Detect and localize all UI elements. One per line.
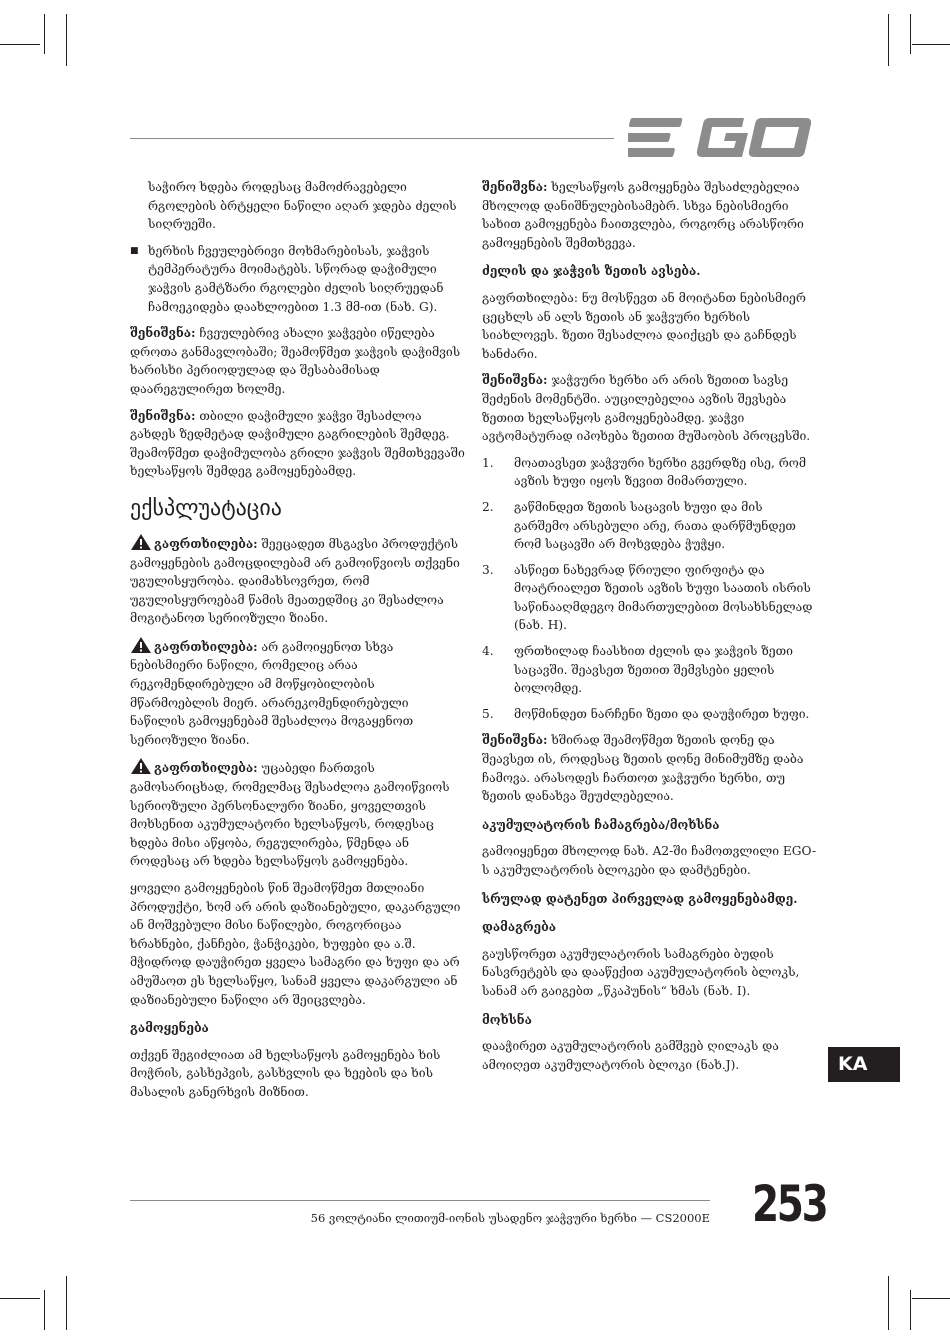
note-label: შენიშვნა: <box>482 373 548 388</box>
warning-triangle-icon <box>130 533 152 551</box>
crop-mark <box>0 44 40 45</box>
crop-mark <box>44 1290 45 1330</box>
step-number: 2. <box>482 499 494 514</box>
usage-heading: გამოყენება <box>130 1021 209 1036</box>
note-paragraph <box>482 731 818 805</box>
oil-warning-paragraph: გაფრთხილება: ნუ მოსწევთ ან მოიტანთ ნებისმიერ ცეცხლს ან ალს ზეთის ან ჯაჭვური ხერხის სიახლოვეს. ზეთი შესაძლოა დაიქცეს და გაჩნდეს ხანძარი. <box>482 290 806 361</box>
step-text: გაწმინდეთ ზეთის საცავის ხუფი და მის გარშემო არსებული არე, რათა დარწმუნდეთ რომ საცავში არ მოხვდება ჭუჭყი. <box>514 499 796 552</box>
crop-mark <box>66 1276 67 1330</box>
warning-paragraph <box>130 533 466 628</box>
note-text: ჩვეულებრივ ახალი ჯაჭვები იწელება დროთა განმავლობაში; შეამოწმეთ ჯაჭვის დაჭიმვის ხარისხი პერიოდულად და შესაბამისად დაარეგულირეთ ხოლმე. <box>130 326 461 396</box>
note-label: შენიშვნა: <box>130 326 196 341</box>
footer-rule <box>130 1200 710 1201</box>
warning-paragraph <box>130 636 466 750</box>
crop-mark <box>912 1298 950 1299</box>
bullet-list <box>130 242 466 316</box>
battery-heading: აკუმულატორის ჩამაგრება/მოხსნა <box>482 817 720 832</box>
warning-label: გაფრთხილება: <box>154 639 258 654</box>
header-rule <box>130 138 614 139</box>
attach-paragraph: გაუსწორეთ აკუმულატორის სამაგრები ბუდის ნასვრეტებს და დააწექით აკუმულატორის ბლოკს, სანამ არ გაიგებთ „წკაპუნის“ ხმას (ნახ. I). <box>482 946 800 998</box>
crop-mark <box>0 1298 40 1299</box>
remove-heading: მოხსნა <box>482 1012 532 1027</box>
list-item <box>482 454 818 491</box>
crop-mark <box>888 14 889 66</box>
warning-text: შეეცადეთ მსგავსი პროდუქტის გამოყენების გამოცდილებამ არ გამოიწვიოს თქვენი უგულისყურობა. დაიმახსოვრეთ, რომ უგულისყუროებამ წამის მეათედშიც კი შესაძლოა მოგიტანოთ სერიოზული ზიანი. <box>130 536 460 626</box>
step-text: მოათავსეთ ჯაჭვური ხერხი გვერდზე ისე, რომ ავზის ხუფი იყოს ზევით მიმართული. <box>514 455 806 489</box>
note-text: ხელსაწყოს გამოყენება შესაძლებელია მხოლოდ დანიშნულებისამებრ. სხვა ნებისმიერი სახით გამოყენება ჩაითვლება, როგორც არასწორი გამოყენების შემთხვევა. <box>482 180 804 250</box>
warning-label: გაფრთხილება: <box>154 536 258 551</box>
note-label: შენიშვნა: <box>130 408 196 423</box>
inspection-paragraph: ყოველი გამოყენების წინ შეამოწმეთ მთლიანი პროდუქტი, ხომ არ არის დაზიანებული, დაკარგული ან მოშვებული მისი ნაწილები, როგორიცაა ხრახნები, ქანჩები, ჭანჭიკები, ხუფები და ა.შ. მჭიდროდ დაუჭირეთ ყველა სამაგრი და ხუფი და არ ამუშაოთ ეს ხელსაწყო, სანამ ყველა დაკარგული ან დაზიანებული ნაწილი არ შეიცვლება. <box>130 881 461 1007</box>
list-item: ■ ხერხის ჩვეულებრივი მოხმარებისას, ჯაჭვის ტემპერატურა მოიმატებს. სწორად დაჭიმული ჯაჭვის გამტზარი რგოლები ძელის სიღრუედან ჩამოეკიდება დაახლოებით 1.3 მმ-ით (ნახ. G). <box>130 242 466 316</box>
note-label: შენიშვნა: <box>482 733 548 748</box>
note-text: თბილი დაჭიმული ჯაჭვი შესაძლოა გახდეს ზედმეტად დაჭიმული გაგრილების შემდეგ. შეამოწმეთ დაჭიმულობა გრილი ჯაჭვის შემთხვევაში ხელსაწყოს შემდეგ გამოყენებამდე. <box>130 408 465 479</box>
warning-paragraph <box>130 757 466 871</box>
crop-mark <box>66 14 67 66</box>
crop-mark <box>912 44 950 45</box>
note-paragraph <box>482 371 818 445</box>
intro-paragraph: საჭირო ხდება როდესაც მამოძრავებელი რგოლების ბრტყელი ნაწილი აღარ ჯდება ძელის სიღრუეში. <box>148 180 457 232</box>
step-number: 1. <box>482 455 494 470</box>
warning-triangle-icon <box>130 757 152 775</box>
language-tab: KA <box>828 1047 900 1082</box>
step-text: მოწმინდეთ ნარჩენი ზეთი და დაუჭირეთ ხუფი. <box>514 706 810 721</box>
warning-text: უცაბედი ჩართვის გამოსარიცხად, რომელმაც შესაძლოა გამოიწვიოს სერიოზული პერსონალური ზიანი, ყოველთვის მოხსენით აკუმულატორი ხელსაწყოს, როდესაც ხდება მისი აწყობა, რეგულირება, წმენდა ან როდესაც არ ხდება ხელსაწყოს გამოყენება. <box>130 761 450 869</box>
note-text: ხშირად შეამოწმეთ ზეთის დონე და შეავსეთ ის, როდესაც ზეთის დონე მინიმუმზე დაბა ჩამოვა. არასოდეს ჩართოთ ჯაჭვური ხერხი, თუ ზეთის დანახვა შეუძლებელია. <box>482 733 804 804</box>
charge-heading: სრულად დატენეთ პირველად გამოყენებამდე. <box>482 891 798 906</box>
crop-mark <box>910 1290 911 1330</box>
note-paragraph <box>482 178 818 252</box>
warning-text: არ გამოიყენოთ სხვა ნებისმიერი ნაწილი, რომელიც არაა რეკომენდირებული ამ მოწყობილობის მწარმოებლის მიერ. არარეკომენდირებული ნაწილის გამოყენებამ შესაძლოა მოგაყენოთ სერიოზული ზიანი. <box>130 639 414 747</box>
list-item <box>482 642 818 698</box>
step-number: 4. <box>482 644 494 659</box>
section-title: ექსპლუატაცია <box>130 495 282 521</box>
warning-label: გაფრთხილება: <box>154 761 258 776</box>
list-item <box>482 561 818 635</box>
list-item <box>482 705 818 724</box>
left-column <box>130 178 466 1110</box>
ego-logo <box>628 113 814 163</box>
page-number: 253 <box>752 1175 827 1233</box>
warning-triangle-icon <box>130 636 152 654</box>
note-paragraph <box>130 407 466 481</box>
remove-paragraph: დააჭირეთ აკუმულატორის გამშვებ ღილაკს და ამოიღეთ აკუმულატორის ბლოკი (ნახ.J). <box>482 1039 779 1072</box>
right-column <box>482 178 818 1082</box>
note-paragraph <box>130 324 466 398</box>
battery-paragraph: გამოიყენეთ მხოლოდ ნახ. A2-ში ჩამოთვლილი EGO-ს აკუმულატორის ბლოკები და დამტენები. <box>482 844 817 877</box>
oil-steps-list <box>482 454 818 724</box>
footer-product-line: 56 ვოლტიანი ლითიუმ-იონის უსადენო ჯაჭვური ხერხი — CS2000E <box>310 1211 710 1225</box>
list-item <box>482 498 818 554</box>
oil-heading: ძელის და ჯაჭვის ზეთის ავსება. <box>482 264 701 279</box>
step-text: ასწიეთ ნახევრად წრიული ფირფიტა და მოატრიალეთ ზეთის ავზის ხუფი საათის ისრის საწინააღმდეგო მიმართულებით მოსახსნელად (ნახ. H). <box>514 562 813 633</box>
step-number: 3. <box>482 562 494 577</box>
crop-mark <box>888 1276 889 1330</box>
note-label: შენიშვნა: <box>482 180 548 194</box>
note-text: ჯაჭვური ხერხი არ არის ზეთით სავსე შეძენის მომენტში. აუცილებელია ავზის შევსება ზეთით ხელსაწყოს გამოყენებამდე. ჯაჭვი ავტომატურად იპოხება ზეთით მუშაობის პროცესში. <box>482 373 811 444</box>
step-text: ფრთხილად ჩაასხით ძელის და ჯაჭვის ზეთი საცავში. შეავსეთ ზეთით შემვსები ყელის ბოლომდე. <box>514 644 793 696</box>
step-number: 5. <box>482 706 494 721</box>
usage-paragraph: თქვენ შეგიძლიათ ამ ხელსაწყოს გამოყენება ხის მოჭრის, გასხეპვის, გასხვლის და ხეების და ხის მასალის განერხვის მიზნით. <box>130 1047 441 1099</box>
attach-heading: დამაგრება <box>482 920 556 935</box>
crop-mark <box>44 14 45 54</box>
crop-mark <box>910 14 911 54</box>
